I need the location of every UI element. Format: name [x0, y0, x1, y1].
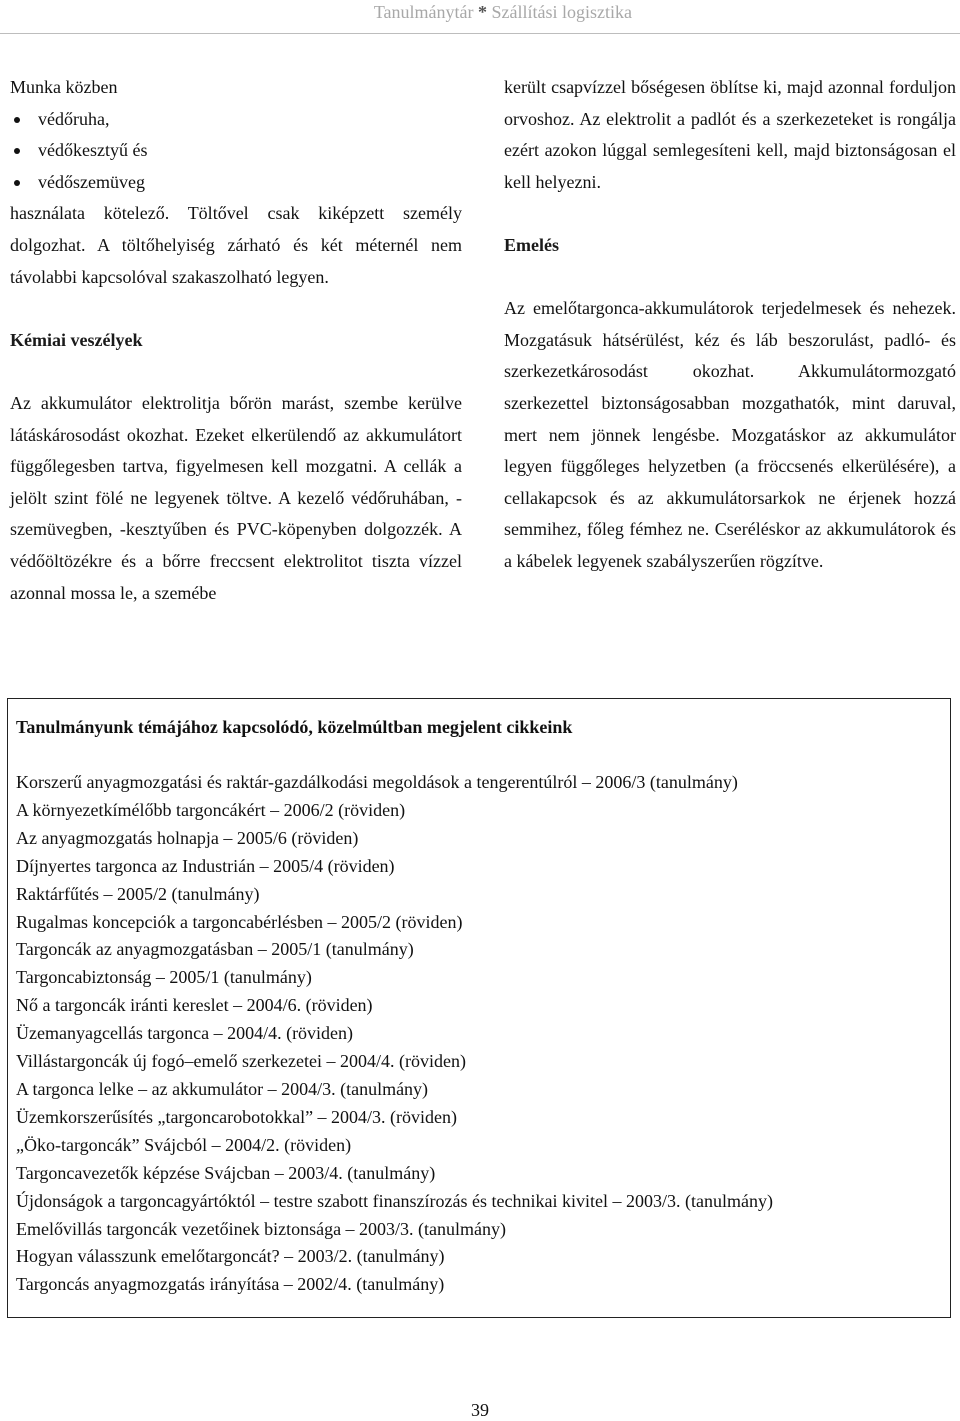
right-column [504, 72, 956, 578]
intro-text: Munka közben [10, 77, 118, 97]
paragraph: használata kötelező. Töltővel csak kiképzett személy dolgozhat. A töltőhelyiség zárható és két méternél nem távolabbi kapcsolóval szakaszolható legyen. [10, 203, 462, 287]
page-number: 39 [471, 1400, 489, 1420]
article-item: Raktárfűtés – 2005/2 (tanulmány) [16, 883, 260, 904]
paragraph: került csapvízzel bőségesen öblítse ki, majd azonnal forduljon orvoshoz. Az elektrolit a padlót és a szerkezeteket is rongálja ezért azokon lúggal semlegesíteni kell, majd biztonságosan el kell helyezni. [504, 77, 956, 192]
article-item: A targonca lelke – az akkumulátor – 2004/3. (tanulmány) [16, 1078, 429, 1099]
related-articles-title: Tanulmányunk témájához kapcsolódó, közelmúltban megjelent cikkeink [16, 717, 573, 737]
article-item: Targoncás anyagmozgatás irányítása – 2002/4. (tanulmány) [16, 1274, 445, 1295]
article-item: Díjnyertes targonca az Industrián – 2005/4 (röviden) [16, 855, 395, 876]
left-column [10, 72, 462, 609]
article-item: Nő a targoncák iránti kereslet – 2004/6. (röviden) [16, 995, 373, 1016]
protective-equipment-list [10, 104, 462, 199]
article-item: „Öko-targoncák” Svájcból – 2004/2. (röviden) [16, 1134, 352, 1155]
header-series: Tanulmánytár [373, 2, 474, 22]
list-item: védőkesztyű és [10, 135, 462, 167]
related-articles-list [16, 769, 942, 1299]
article-item: A környezetkímélőbb targoncákért – 2006/2 (röviden) [16, 799, 406, 820]
list-item: védőruha, [10, 104, 462, 136]
article-item: Rugalmas koncepciók a targoncabérlésben – 2005/2 (röviden) [16, 911, 463, 932]
article-item: Emelővillás targoncák vezetőinek biztonsága – 2003/3. (tanulmány) [16, 1218, 507, 1239]
article-item: Hogyan válasszunk emelőtargoncát? – 2003/2. (tanulmány) [16, 1246, 445, 1267]
article-item: Targoncavezetők képzése Svájcban – 2003/4. (tanulmány) [16, 1162, 436, 1183]
article-item: Targoncabiztonság – 2005/1 (tanulmány) [16, 967, 312, 988]
section-heading-lifting: Emelés [504, 234, 559, 255]
article-item: Újdonságok a targoncagyártóktól – testre szabott finanszírozás és technikai kivitel – 2003/3. (tanulmány) [16, 1190, 773, 1211]
list-item: védőszemüveg [10, 167, 462, 199]
article-item: Villástargoncák új fogó–emelő szerkezetei – 2004/4. (röviden) [16, 1051, 466, 1072]
article-item: Targoncák az anyagmozgatásban – 2005/1 (tanulmány) [16, 939, 414, 960]
related-articles-box [7, 698, 951, 1318]
article-item: Üzemkorszerűsítés „targoncarobotokkal” – 2004/3. (röviden) [16, 1106, 458, 1127]
running-header [0, 0, 960, 26]
article-item: Üzemanyagcellás targonca – 2004/4. (röviden) [16, 1023, 354, 1044]
paragraph: Az emelőtargonca-akkumulátorok terjedelmesek és nehezek. Mozgatásuk hátsérülést, kéz és láb beszorulást, padló- és szerkezetkárosodást okozhat. Akkumulátormozgató szerkezettel biztonságosabban mozgathatók, mint daruval, mert nem jönnek lengésbe. Mozgatáskor az akkumulátor legyen függőleges helyzetben (a fröccsenés elkerülésére), a cellakapcsok és az akkumulátorsarkok ne érjenek hozzá semmihez, főleg fémhez ne. Cseréléskor az akkumulátorok és a kábelek legyenek szabályszerűen rögzítve. [504, 298, 956, 571]
article-item: Korszerű anyagmozgatási és raktár-gazdálkodási megoldások a tengerentúlról – 2006/3 (tanulmány) [16, 772, 738, 792]
header-section: Szállítási logisztika [491, 2, 632, 22]
header-rule [0, 33, 960, 34]
article-item: Az anyagmozgatás holnapja – 2005/6 (röviden) [16, 827, 359, 848]
header-separator: * [478, 2, 488, 22]
section-heading-chemical: Kémiai veszélyek [10, 329, 143, 350]
paragraph: Az akkumulátor elektrolitja bőrön marást, szembe kerülve látáskárosodást okozhat. Ezeket elkerülendő az akkumulátort függőlegesben tartva, figyelmesen kell mozgatni. A cellák a jelölt szint fölé ne legyenek töltve. A kezelő védőruhában, -szemüvegben, -kesztyűben és PVC-köpenyben dolgozzék. A védőöltözékre és a bőrre freccsent elektrolitot tiszta vízzel azonnal mossa le, a szemébe [10, 392, 462, 603]
